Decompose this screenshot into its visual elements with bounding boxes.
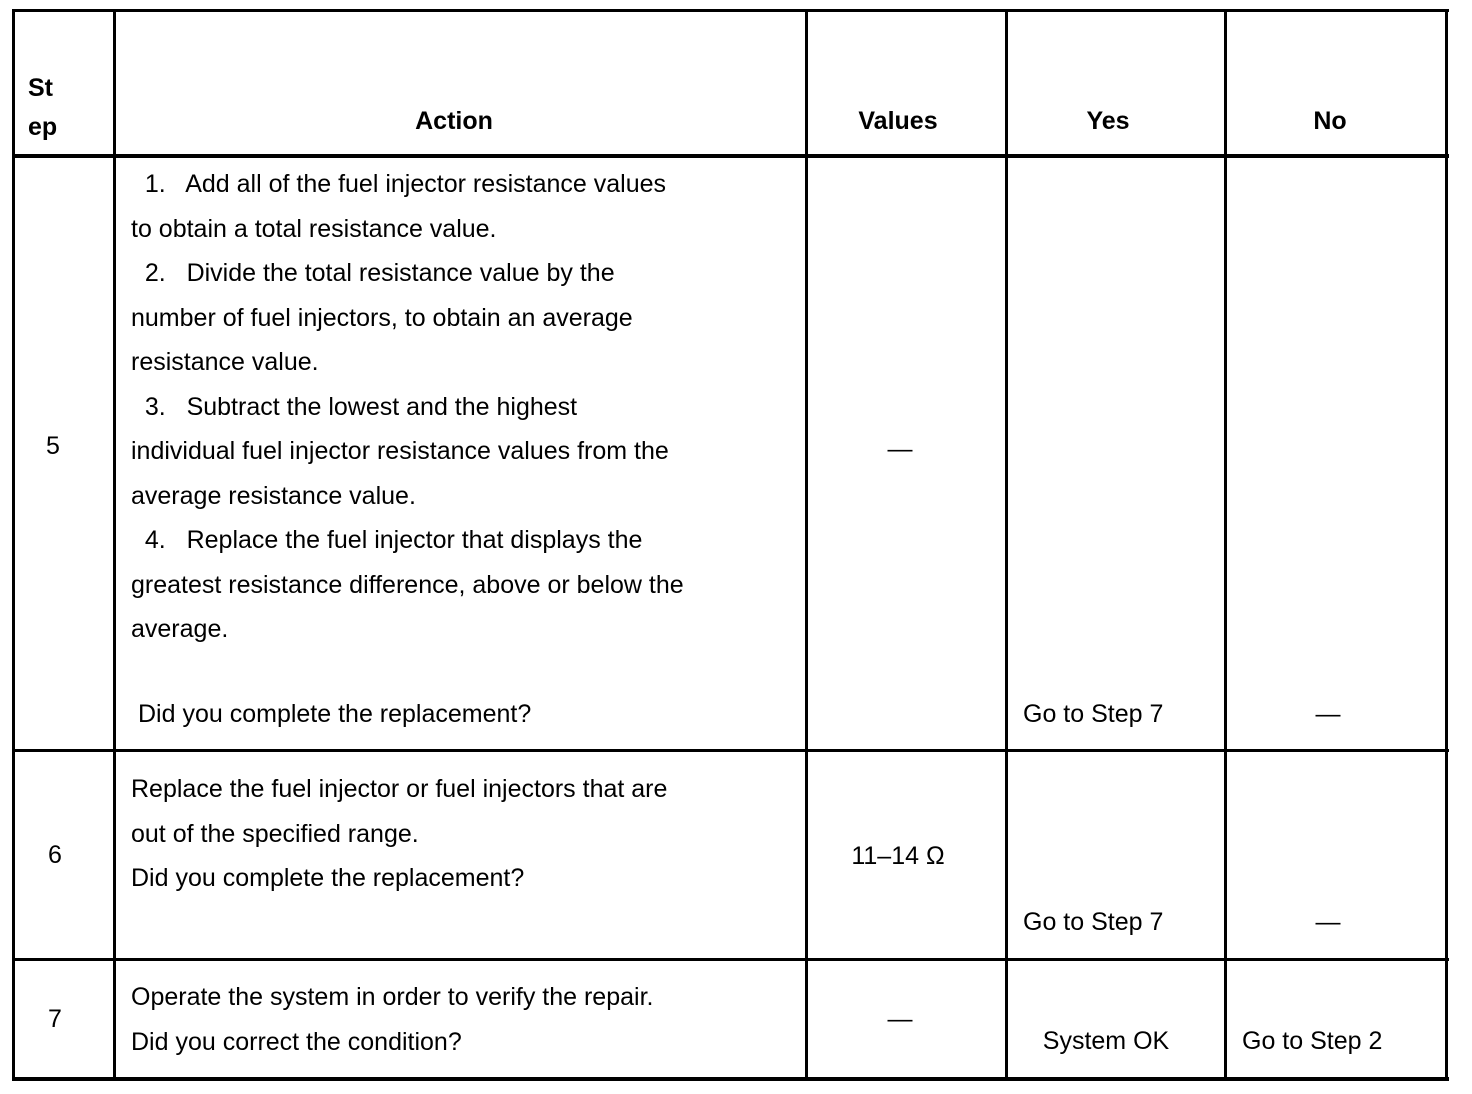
action-line: number of fuel injectors, to obtain an average [131,303,633,332]
header-no: No [1313,107,1347,135]
header-values: Values [858,107,938,135]
action-line: greatest resistance difference, above or below the [131,570,684,599]
header-divider [12,154,1449,158]
column-divider [113,9,116,1081]
action-line: resistance value. [131,348,319,376]
yes-cell: Go to Step 7 [1023,908,1164,936]
action-line: 3. Subtract the lowest and the highest [131,392,578,421]
step-number: 7 [48,1005,62,1033]
header-action: Action [415,107,493,135]
diagnostic-table [12,9,1449,1081]
step-number: 6 [48,841,62,869]
action-line: Did you correct the condition? [131,1027,462,1056]
table-border-left [12,9,15,1081]
action-line: Did you complete the replacement? [131,864,525,892]
table-border-right [1445,9,1448,1081]
column-divider [805,9,808,1081]
header-yes: Yes [1086,107,1130,135]
action-text [131,975,653,1064]
header-step: St ep [28,74,58,141]
no-cell: — [1315,700,1341,728]
table-border-bottom [12,1077,1449,1081]
action-line: Operate the system in order to verify the repair. [131,983,654,1011]
action-line: average resistance value. [131,481,416,510]
yes-cell: System OK [1042,1027,1170,1055]
action-line: 2. Divide the total resistance value by the [131,259,615,287]
action-line: 1. Add all of the fuel injector resistance values [131,170,667,198]
no-cell: Go to Step 2 [1242,1027,1383,1055]
action-text [131,767,667,901]
table-border-top [12,9,1449,12]
column-divider [1005,9,1008,1081]
step-number: 5 [46,432,60,460]
yes-cell: Go to Step 7 [1023,700,1164,728]
action-question: Did you complete the replacement? [138,700,532,728]
action-line: 4. Replace the fuel injector that displays the [131,526,643,554]
action-line: Replace the fuel injector or fuel injectors that are [131,775,668,803]
values-cell: 11–14 Ω [851,842,945,870]
action-line: to obtain a total resistance value. [131,214,497,243]
action-line: average. [131,615,229,643]
values-cell: — [887,1005,913,1033]
values-cell: — [887,435,913,463]
row-divider [12,958,1449,961]
action-text [131,162,684,652]
no-cell: — [1315,908,1341,936]
action-line: individual fuel injector resistance values from the [131,437,669,465]
row-divider [12,749,1449,752]
action-line: out of the specified range. [131,819,419,848]
